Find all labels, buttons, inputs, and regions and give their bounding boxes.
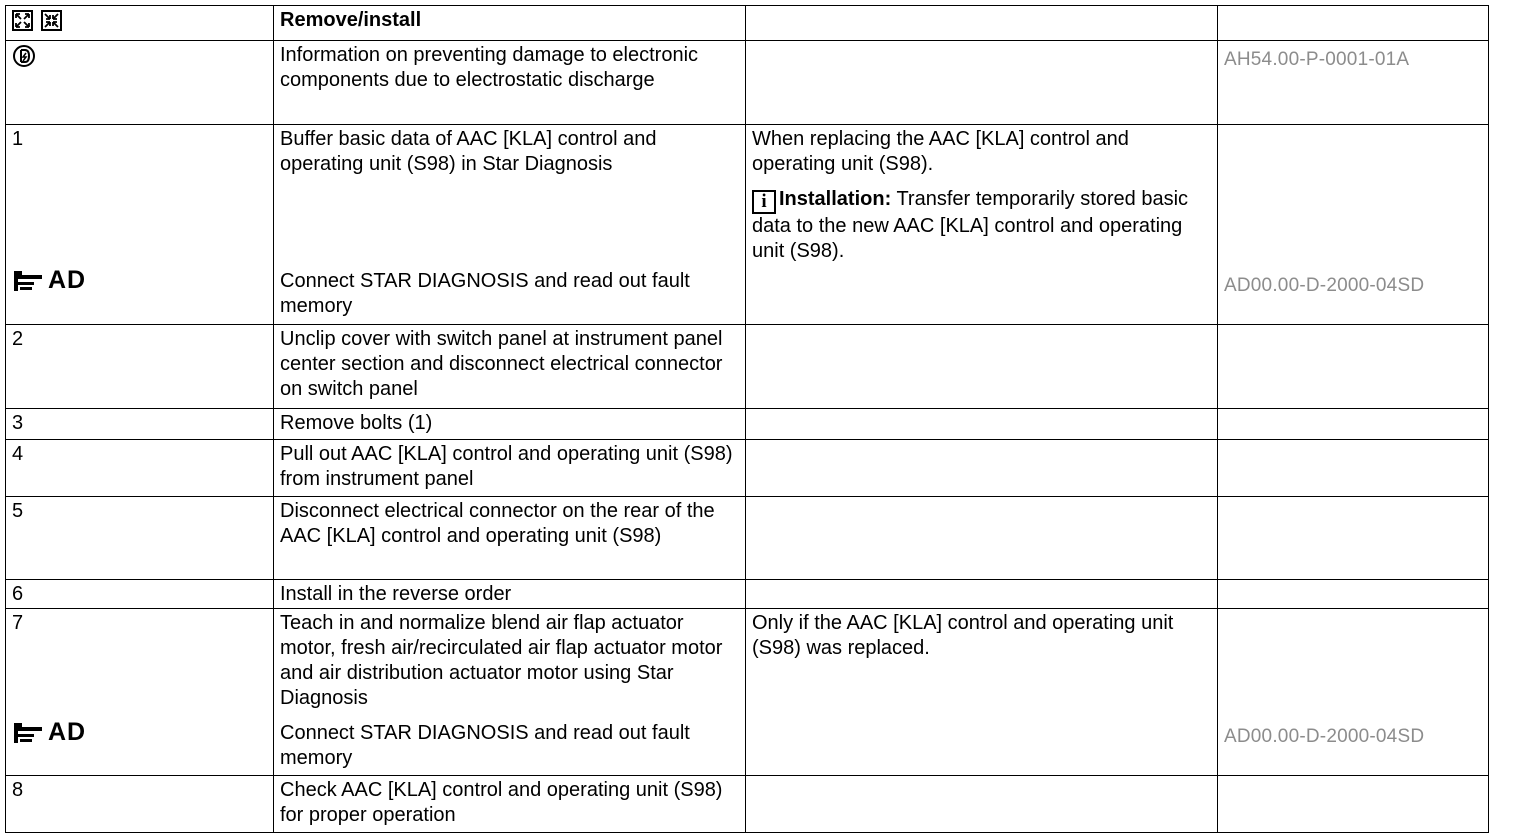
ad-label: AD [48, 266, 87, 294]
step-1-ref-cell [1218, 125, 1489, 325]
header-ref-cell [1218, 6, 1489, 41]
step-ref-cell [1218, 497, 1489, 580]
step-row-7 [6, 609, 1489, 776]
step-7-text-cell [274, 609, 746, 776]
header-empty-cell [746, 6, 1218, 41]
step-note-cell [746, 409, 1218, 440]
step-note: When replacing the AAC [KLA] control and operating unit (S98). [752, 128, 1129, 175]
esd-ref-link[interactable]: AH54.00-P-0001-01A [1218, 41, 1489, 125]
info-text: Transfer temporarily stored basic data to the new AAC [KLA] control and operating unit (S98). [752, 188, 1189, 262]
step-note-cell [746, 497, 1218, 580]
step-row-8 [6, 776, 1489, 833]
step-number: 7 [12, 612, 24, 634]
step-number: 4 [6, 440, 274, 497]
info-label: Installation: [779, 188, 892, 210]
step-number: 8 [6, 776, 274, 833]
step-note-cell [746, 776, 1218, 833]
procedure-table [5, 5, 1489, 833]
ad-text: Connect STAR DIAGNOSIS and read out fault memory [280, 722, 690, 769]
ad-text: Connect STAR DIAGNOSIS and read out fault memory [280, 270, 690, 317]
step-ref-cell [1218, 325, 1489, 409]
step-note: Only if the AAC [KLA] control and operating unit (S98) was replaced. [752, 612, 1174, 659]
esd-warning-icon [12, 44, 267, 68]
step-note-cell [746, 580, 1218, 609]
step-row-6 [6, 580, 1489, 609]
step-1-text-cell [274, 125, 746, 325]
expand-icon[interactable] [12, 10, 33, 31]
step-text: Unclip cover with switch panel at instrument panel center section and disconnect electrical connector on switch panel [274, 325, 746, 409]
ad-marker[interactable] [12, 268, 86, 293]
header-row [6, 6, 1489, 41]
step-note-cell [746, 440, 1218, 497]
info-icon: i [752, 190, 776, 214]
step-text: Install in the reverse order [274, 580, 746, 609]
esd-note-cell [746, 41, 1218, 125]
step-7-ref-cell [1218, 609, 1489, 776]
step-row-4 [6, 440, 1489, 497]
step-number: 2 [6, 325, 274, 409]
step-ref-cell [1218, 776, 1489, 833]
step-number: 1 [12, 128, 24, 150]
pointing-hand-icon [12, 721, 46, 745]
esd-icon-cell [6, 41, 274, 125]
step-number: 6 [6, 580, 274, 609]
step-text: Disconnect electrical connector on the rear of the AAC [KLA] control and operating unit (S98) [274, 497, 746, 580]
step-row-1 [6, 125, 1489, 325]
esd-row [6, 41, 1489, 125]
pointing-hand-icon [12, 269, 46, 293]
step-7-note-cell [746, 609, 1218, 776]
step-number: 3 [6, 409, 274, 440]
step-number: 5 [6, 497, 274, 580]
step-1-note-cell [746, 125, 1218, 325]
collapse-icon[interactable] [41, 10, 62, 31]
step-ref-cell [1218, 440, 1489, 497]
step-row-5 [6, 497, 1489, 580]
esd-text: Information on preventing damage to electronic components due to electrostatic discharge [274, 41, 746, 125]
section-title: Remove/install [274, 6, 746, 41]
step-7-num-cell [6, 609, 274, 776]
step-1-num-cell [6, 125, 274, 325]
step-row-2 [6, 325, 1489, 409]
step-ref-cell [1218, 409, 1489, 440]
step-row-3 [6, 409, 1489, 440]
ad-marker[interactable] [12, 720, 86, 745]
ad-ref-link[interactable]: AD00.00-D-2000-04SD [1224, 275, 1425, 296]
step-ref-cell [1218, 580, 1489, 609]
step-text: Check AAC [KLA] control and operating unit (S98) for proper operation [274, 776, 746, 833]
step-text: Teach in and normalize blend air flap actuator motor, fresh air/recirculated air flap actuator motor and air distribution actuator motor using Star Diagnosis [280, 612, 723, 709]
ad-label: AD [48, 718, 87, 746]
installation-info [752, 187, 1211, 264]
step-note-cell [746, 325, 1218, 409]
header-icons-cell [6, 6, 274, 41]
step-text: Remove bolts (1) [274, 409, 746, 440]
ad-ref-link[interactable]: AD00.00-D-2000-04SD [1224, 726, 1425, 747]
step-text: Buffer basic data of AAC [KLA] control and operating unit (S98) in Star Diagnosis [280, 128, 657, 175]
step-text: Pull out AAC [KLA] control and operating unit (S98) from instrument panel [274, 440, 746, 497]
